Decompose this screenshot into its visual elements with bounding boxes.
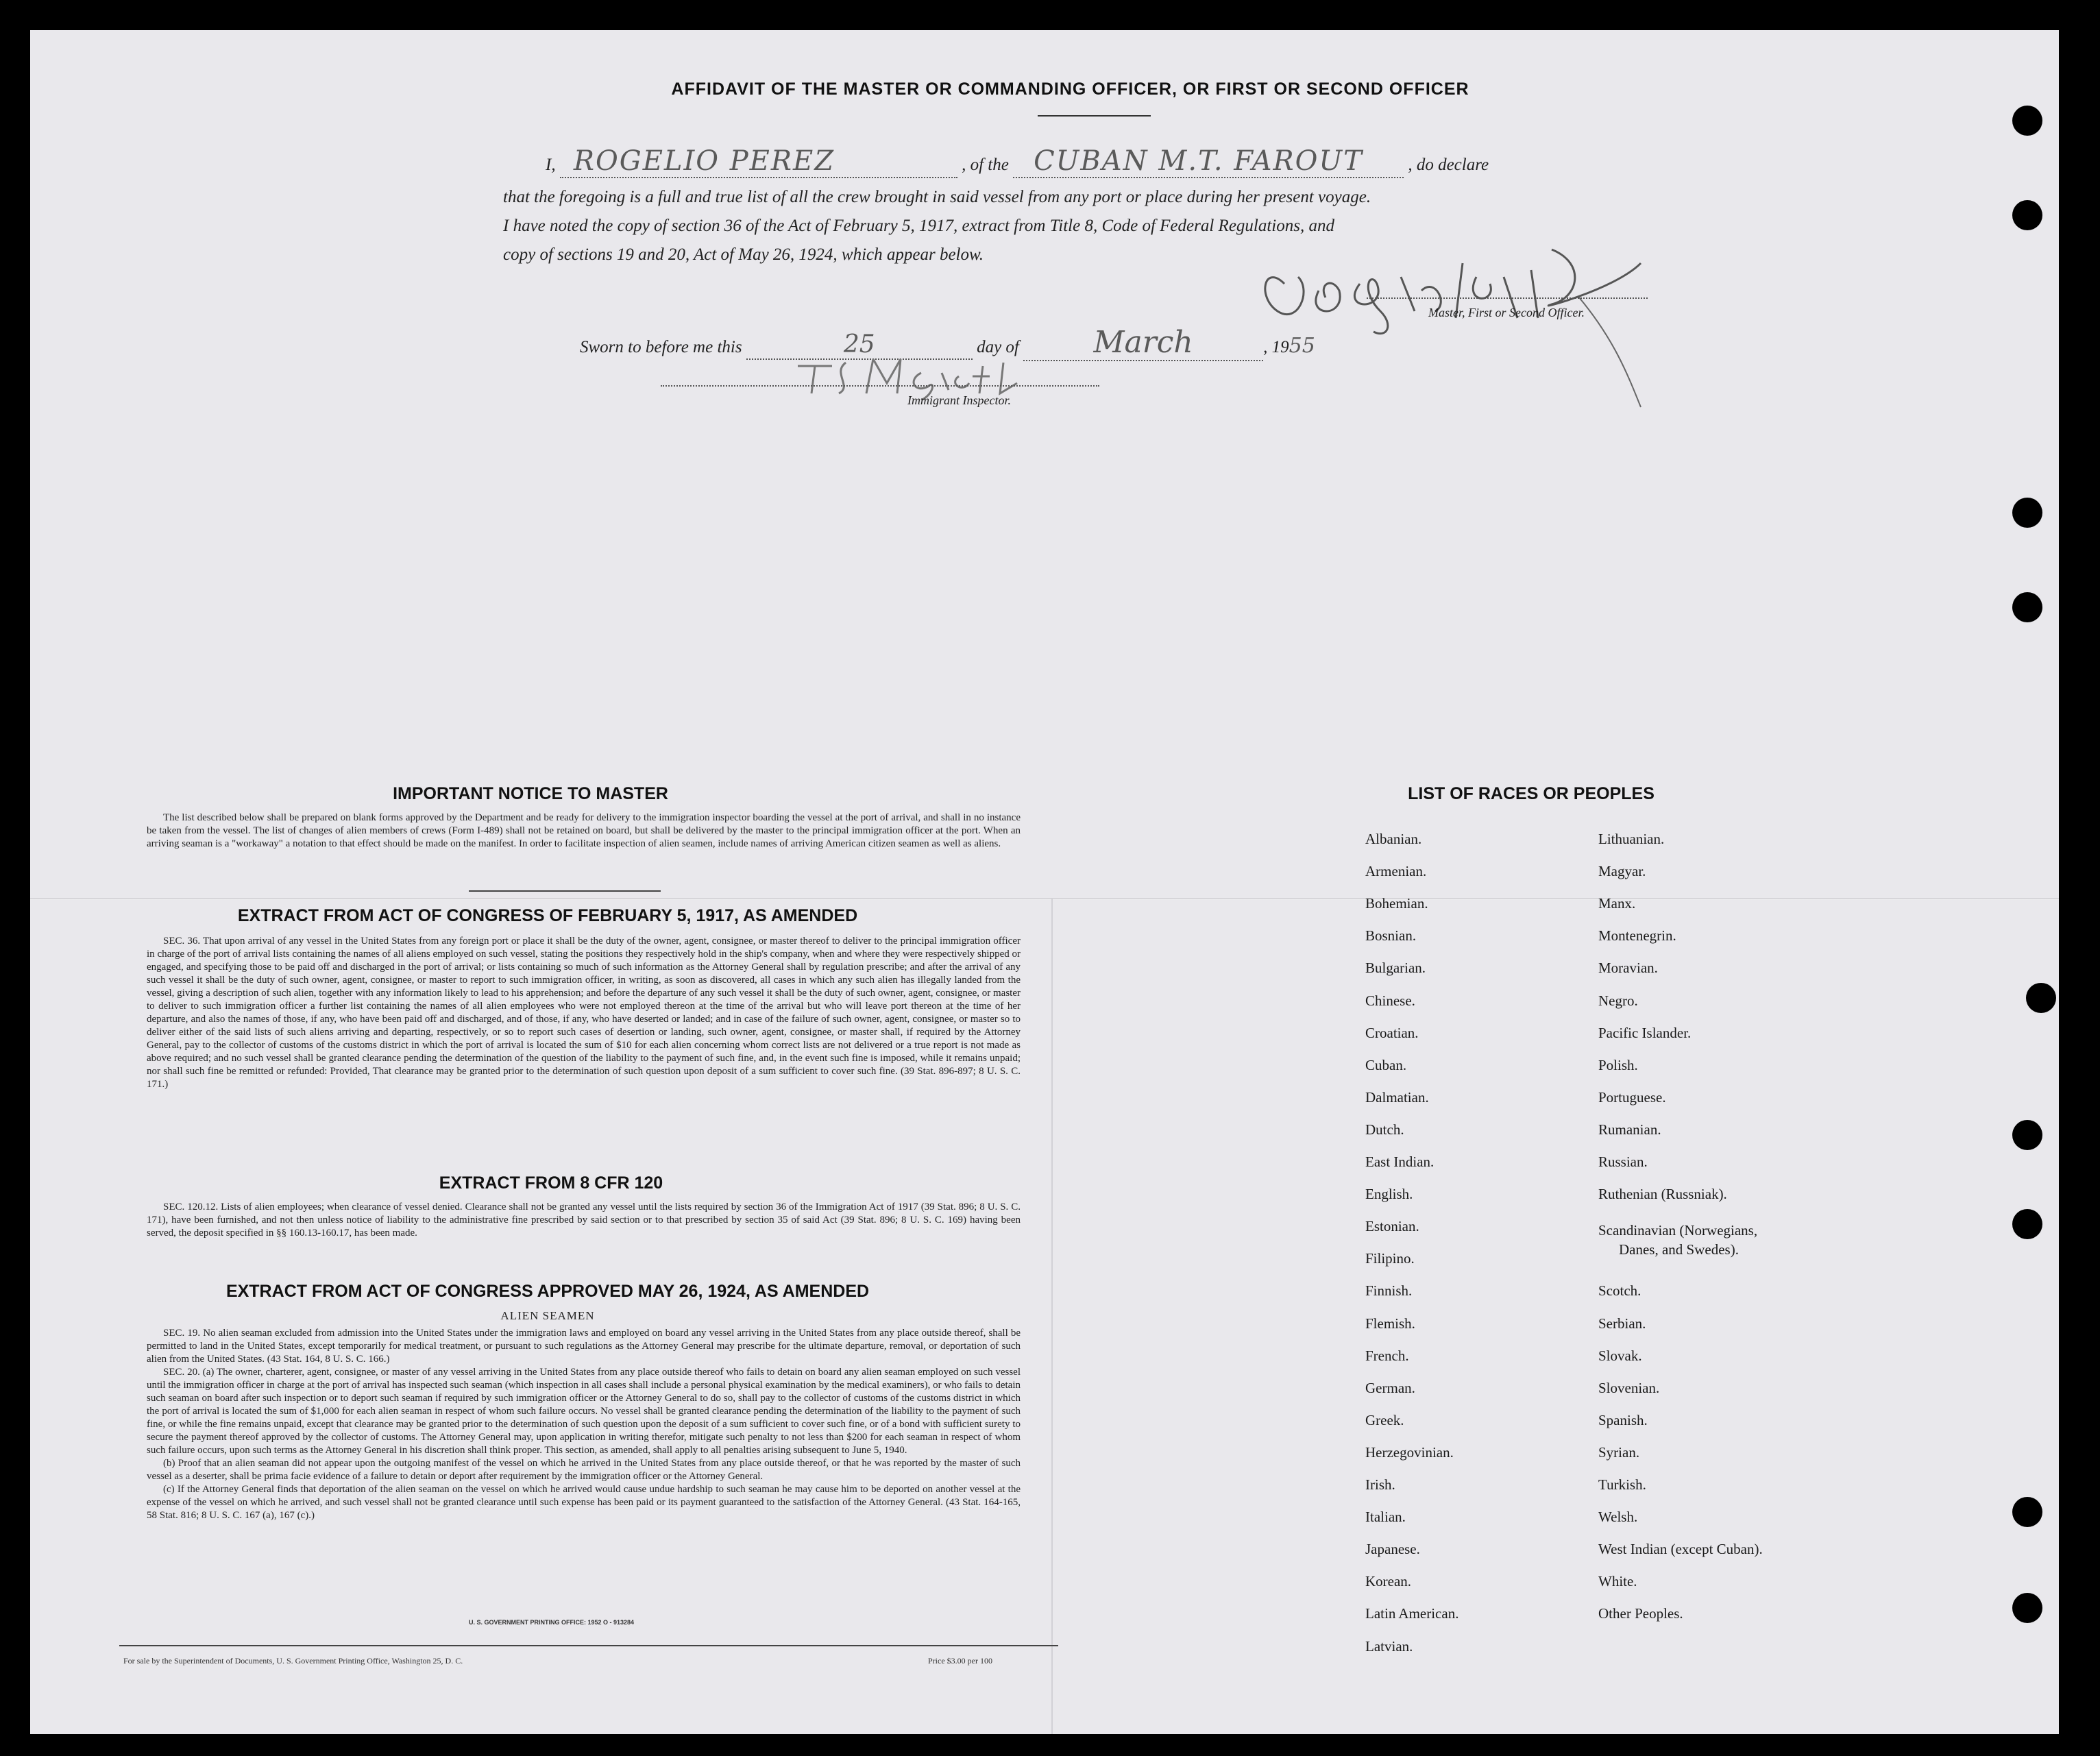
punch-hole [2012, 592, 2042, 622]
race-item: Italian. [1365, 1509, 1406, 1525]
race-item: Greek. [1365, 1412, 1404, 1428]
race-item: Syrian. [1598, 1444, 1640, 1461]
master-name: ROGELIO PEREZ [560, 145, 957, 178]
inspector-signature-line [661, 385, 1099, 387]
of-the-label: , of the [962, 156, 1009, 174]
punch-hole [2012, 1209, 2042, 1239]
race-item: Manx. [1598, 895, 1636, 912]
sworn-label: Sworn to before me this [580, 338, 742, 356]
master-signature-line [1367, 297, 1648, 299]
master-label: Master, First or Second Officer. [1428, 306, 1585, 319]
race-item: Other Peoples. [1598, 1605, 1683, 1622]
race-item: Moravian. [1598, 960, 1658, 976]
race-item: Ruthenian (Russniak). [1598, 1186, 1727, 1202]
race-item: Scotch. [1598, 1282, 1641, 1299]
race-item: Serbian. [1598, 1315, 1646, 1332]
extract-cfr-heading: EXTRACT FROM 8 CFR 120 [439, 1173, 663, 1193]
race-item: Croatian. [1365, 1025, 1419, 1041]
race-item: Estonian. [1365, 1218, 1419, 1234]
races-heading: LIST OF RACES OR PEOPLES [1408, 784, 1655, 803]
race-item: Scandinavian (Norwegians, [1598, 1222, 1758, 1239]
race-item: Korean. [1365, 1573, 1412, 1589]
race-item: Dalmatian. [1365, 1089, 1429, 1106]
race-item: Portuguese. [1598, 1089, 1666, 1106]
race-item: West Indian (except Cuban). [1598, 1541, 1763, 1557]
race-item: Slovenian. [1598, 1380, 1660, 1396]
punch-hole [2012, 1593, 2042, 1623]
notice-body [147, 812, 1021, 851]
race-item: French. [1365, 1348, 1409, 1364]
gpo-imprint: U. S. GOVERNMENT PRINTING OFFICE: 1952 O - 913284 [469, 1619, 635, 1626]
race-item: Finnish. [1365, 1282, 1413, 1299]
race-item: Chinese. [1365, 992, 1415, 1009]
punch-hole [2012, 106, 2042, 136]
master-signature [1257, 236, 1682, 414]
race-item: Rumanian. [1598, 1121, 1661, 1138]
punch-hole [2012, 498, 2042, 528]
race-item: Albanian. [1365, 831, 1422, 847]
race-item: Filipino. [1365, 1250, 1415, 1267]
race-item: Pacific Islander. [1598, 1025, 1692, 1041]
alien-seamen-subheading: ALIEN SEAMEN [500, 1309, 595, 1322]
affidavit-line-4: copy of sections 19 and 20, Act of May 26, 1924, which appear below. [503, 245, 984, 264]
footer-price: Price $3.00 per 100 [928, 1656, 992, 1666]
fold-line [30, 898, 2059, 900]
race-item: Flemish. [1365, 1315, 1415, 1332]
race-item: Russian. [1598, 1154, 1648, 1170]
race-item: East Indian. [1365, 1154, 1434, 1170]
race-item: Dutch. [1365, 1121, 1404, 1138]
race-item: Lithuanian. [1598, 831, 1665, 847]
extract-1917-heading: EXTRACT FROM ACT OF CONGRESS OF FEBRUARY 5, 1917, AS AMENDED [237, 906, 858, 925]
do-declare-label: , do declare [1408, 156, 1489, 174]
sec120-paragraph: SEC. 120.12. Lists of alien employees; when clearance of vessel denied. Clearance shall not be granted any vessel until the lists required by section 36 of the Immigration Act of 1917 (39 Stat. 896; 8 U. S. C. 171), have been furnished, and not then unless notice of liability to the administrative fine prescribed by said section or to that prescribed by section 35 of said Act (39 Stat. 896; 8 U. S. C. 169) having been served, the deposit specified in §§ 160.13-160.17, has been made. [147, 1202, 1021, 1239]
race-item: Slovak. [1598, 1348, 1642, 1364]
race-item: Magyar. [1598, 863, 1646, 879]
race-item: Montenegrin. [1598, 927, 1676, 944]
sworn-day: 25 [746, 330, 973, 360]
punch-hole [2012, 1497, 2042, 1527]
race-item: Japanese. [1365, 1541, 1420, 1557]
inspector-label: Immigrant Inspector. [907, 393, 1011, 407]
race-item: Welsh. [1598, 1509, 1638, 1525]
race-item: Turkish. [1598, 1476, 1646, 1493]
race-item: Herzegovinian. [1365, 1444, 1454, 1461]
affidavit-line-2: that the foregoing is a full and true list of all the crew brought in said vessel from any port or place during her present voyage. [503, 188, 1371, 206]
race-item: Danes, and Swedes). [1619, 1241, 1739, 1258]
race-item: Spanish. [1598, 1412, 1648, 1428]
affidavit-line-1 [546, 145, 1489, 178]
race-item: Armenian. [1365, 863, 1427, 879]
extract-1924-body [147, 1327, 1021, 1522]
race-item: White. [1598, 1573, 1637, 1589]
race-item: Cuban. [1365, 1057, 1407, 1073]
sec19-paragraph: SEC. 19. No alien seaman excluded from admission into the United States under the immigration laws and employed on board any vessel arriving in the United States from any place outside thereof, shall be permitted to land in the United States, except temporarily for medical treatment, or pursuant to such regulations as the Attorney General may prescribe for the ultimate departure, removal, or deportation of such alien from the United States. (43 Stat. 164, 8 U. S. C. 166.) [147, 1328, 1021, 1365]
affidavit-title: AFFIDAVIT OF THE MASTER OR COMMANDING OFFICER, OR FIRST OR SECOND OFFICER [671, 80, 1469, 99]
race-item: German. [1365, 1380, 1415, 1396]
sec36-paragraph: SEC. 36. That upon arrival of any vessel in the United States from any foreign port or place it shall be the duty of the owner, agent, consignee, or master thereof to deliver to the principal immigration officer in charge of the port of arrival lists containing the names of all aliens employed on such vessel, stating the positions they respectively hold in the ship's company, when and where they were respectively shipped or engaged, and specifying those to be paid off and discharged in the port of arrival; or lists containing so much of such information as the Attorney General shall by regulation prescribe; and after the arrival of any such vessel it shall be the duty of such owner, agent, consignee, or master to report to such immigration officer, in writing, as soon as discovered, all cases in which any such alien has illegally landed from the vessel, giving a description of such alien, together with any information likely to lead to his apprehension; and before the departure of any such vessel it shall be the duty of such owner, agent, consignee, or master to deliver to such immigration officer a further list containing the names of all alien employees who were not employed thereon at the time of the arrival but who will leave port thereon at the time of her departure, and also the names of those, if any, who have been paid off and discharged, and of those, if any, who have deserted or landed; and in case of the failure of such owner, agent, consignee, or master so to deliver either of the said lists of such aliens arriving and departing, respectively, or so to report such cases of desertion or landing, such owner, agent, consignee, or master shall, if required by the Attorney General, pay to the collector of customs of the customs district in which the port of arrival is located the sum of $10 for each alien concerning whom correct lists are not delivered or a true report is not made as above required; and no such vessel shall be granted clearance pending the determination of the question of the liability to the payment of such fine, and, in the event such fine is imposed, while it remains unpaid; nor shall such fine be remitted or refunded: Provided, That clearance may be granted prior to the determination of such question upon deposit of a sum sufficient to cover such fine. (39 Stat. 896-897; 8 U. S. C. 171.) [147, 936, 1021, 1090]
race-item: Polish. [1598, 1057, 1638, 1073]
affidavit-line-3: I have noted the copy of section 36 of the Act of February 5, 1917, extract from Title 8, Code of Federal Regulations, and [503, 217, 1334, 235]
extract-1924-heading: EXTRACT FROM ACT OF CONGRESS APPROVED MAY 26, 1924, AS AMENDED [225, 1282, 870, 1301]
race-item: Latvian. [1365, 1638, 1413, 1655]
punch-hole [2012, 200, 2042, 230]
day-of-label: day of [977, 338, 1019, 356]
race-item: Negro. [1598, 992, 1638, 1009]
notice-heading: IMPORTANT NOTICE TO MASTER [393, 784, 668, 803]
separator [469, 890, 661, 892]
notice-paragraph: The list described below shall be prepared on blank forms approved by the Department and be ready for delivery to the immigration inspector boarding the vessel at the port of arrival, and shall in no instance be taken from the vessel. The list of changes of alien members of crews (Form I-489) shall not be retained on board, but shall be delivered by the master to the principal immigration officer at the port. When an arriving seaman is a "workaway" a notation to that effect should be made on the manifest. In order to facilitate inspection of alien seamen, include names of arriving American citizen seamen as well as aliens. [147, 812, 1021, 849]
vessel-name: CUBAN M.T. FAROUT [1013, 145, 1404, 178]
punch-hole [2026, 983, 2056, 1013]
race-item: Latin American. [1365, 1605, 1459, 1622]
fold-line-vertical [1051, 898, 1053, 1734]
race-item: Bohemian. [1365, 895, 1428, 912]
i-label: I, [546, 156, 556, 174]
document-page [30, 30, 2059, 1734]
sec20b-paragraph: (b) Proof that an alien seaman did not appear upon the outgoing manifest of the vessel on which he arrived in the United States from any place outside thereof, or that he was reported by the master of such vessel as a deserter, shall be prima facie evidence of a failure to detain or deport after requirement by the immigration officer or the Attorney General. [147, 1458, 1021, 1482]
race-item: Bosnian. [1365, 927, 1417, 944]
year-prefix: , 19 [1263, 338, 1289, 356]
race-item: Irish. [1365, 1476, 1395, 1493]
punch-hole [2012, 1120, 2042, 1150]
title-rule [1038, 115, 1151, 117]
extract-1917-body [147, 935, 1021, 1091]
year-suffix: 55 [1289, 334, 1315, 358]
race-item: Bulgarian. [1365, 960, 1426, 976]
footer-sale-text: For sale by the Superintendent of Documents, U. S. Government Printing Office, Washington 25, D. C. [123, 1656, 463, 1666]
sec20c-paragraph: (c) If the Attorney General finds that deportation of the alien seaman on the vessel on which he arrived would cause undue hardship to such seaman he may cause him to be deported on another vessel at the expense of the vessel on which he arrived, and such vessel shall not be granted clearance until such expense has been paid or its payment guaranteed to the satisfaction of the Attorney General. (43 Stat. 164-165, 58 Stat. 816; 8 U. S. C. 167 (a), 167 (c).) [147, 1484, 1021, 1521]
race-item: English. [1365, 1186, 1413, 1202]
sec20a-paragraph: SEC. 20. (a) The owner, charterer, agent, consignee, or master of any vessel arriving in the United States from any place outside thereof who fails to detain on board any alien seaman employed on such vessel until the immigration officer in charge at the port of arrival has inspected such seaman (which inspection in all cases shall include a personal physical examination by the medical examiners), or who fails to detain such seaman on board after such inspection or to deport such seaman if required by such immigration officer or the Attorney General to do so, shall pay to the collector of customs of the customs district in which the port of arrival is located the sum of $1,000 for each alien seaman in respect of whom such failure occurs. No vessel shall be granted clearance pending the determination of the liability to the payment of such fine, or while the fine remains unpaid, except that clearance may be granted prior to the determination of such question upon the deposit of a sum sufficient to cover such fine, or of a bond with sufficient surety to secure the payment thereof approved by the collector of customs. The Attorney General may, upon application in writing therefor, mitigate such penalty to not less than $200 for each seaman in respect of whom such failure occurs, upon such terms as the Attorney General in his discretion shall think proper. This section, as amended, shall apply to all penalties arising subsequent to June 5, 1940. [147, 1367, 1021, 1456]
sworn-month: March [1023, 325, 1263, 361]
extract-cfr-body [147, 1201, 1021, 1240]
footer-rule [119, 1645, 1058, 1646]
